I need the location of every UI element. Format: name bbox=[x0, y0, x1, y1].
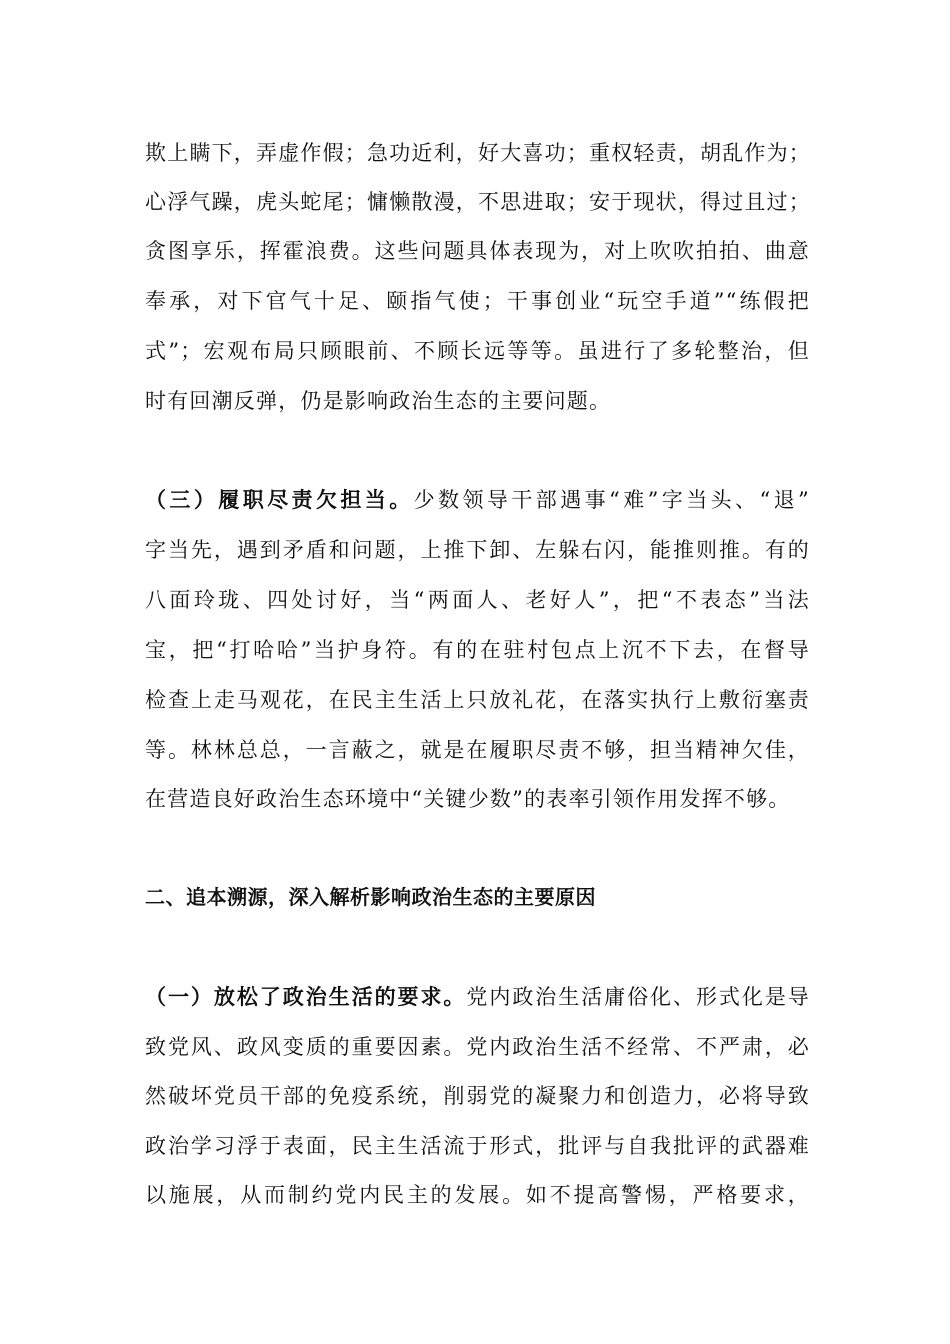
text-line: 心浮气躁，虎头蛇尾；慵懒散漫，不思进取；安于现状，得过且过； bbox=[145, 190, 811, 214]
text-line: 致党风、政风变质的重要因素。党内政治生活不经常、不严肃，必 bbox=[145, 1035, 810, 1059]
text-line: 以施展，从而制约党内民主的发展。如不提高警惕，严格要求， bbox=[145, 1183, 810, 1207]
text-line: 在营造良好政治生态环境中“关键少数”的表率引领作用发挥不够。 bbox=[145, 787, 791, 811]
section-heading: 二、追本溯源，深入解析影响政治生态的主要原因 bbox=[145, 885, 596, 909]
paragraph-first-line bbox=[145, 981, 810, 1013]
text-line: 贪图享乐，挥霍浪费。这些问题具体表现为，对上吹吹拍拍、曲意 bbox=[145, 239, 810, 263]
text-line: 式”；宏观布局只顾眼前、不顾长远等等。虽进行了多轮整治，但 bbox=[145, 339, 810, 363]
paragraph-first-line-rest: 少数领导干部遇事“难”字当头、“退” bbox=[413, 488, 810, 512]
text-line: 检查上走马观花，在民主生活上只放礼花，在落实执行上敷衍塞责 bbox=[145, 688, 810, 712]
paragraph-lead: （一）放松了政治生活的要求。 bbox=[145, 985, 467, 1009]
paragraph-first-line-rest: 党内政治生活庸俗化、形式化是导 bbox=[466, 985, 810, 1009]
paragraph-first-line bbox=[145, 484, 810, 516]
text-line: 八面玲珑、四处讨好，当“两面人、老好人”，把“不表态”当法 bbox=[145, 588, 810, 612]
paragraph-lead: （三）履职尽责欠担当。 bbox=[145, 488, 414, 512]
text-line: 然破坏党员干部的免疫系统，削弱党的凝聚力和创造力，必将导致 bbox=[145, 1084, 810, 1108]
text-line: 时有回潮反弹，仍是影响政治生态的主要问题。 bbox=[145, 389, 612, 413]
text-line: 宝，把“打哈哈”当护身符。有的在驻村包点上沉不下去，在督导 bbox=[145, 638, 810, 662]
text-line: 等。林林总总，一言蔽之，就是在履职尽责不够，担当精神欠佳， bbox=[145, 738, 810, 762]
text-line: 奉承，对下官气十足、颐指气使；干事创业“玩空手道”“练假把 bbox=[145, 289, 810, 313]
text-line: 政治学习浮于表面，民主生活流于形式，批评与自我批评的武器难 bbox=[145, 1134, 810, 1158]
text-line: 字当先，遇到矛盾和问题，上推下卸、左躲右闪，能推则推。有的 bbox=[145, 538, 810, 562]
text-line: 欺上瞒下，弄虚作假；急功近利，好大喜功；重权轻责，胡乱作为； bbox=[145, 141, 811, 165]
